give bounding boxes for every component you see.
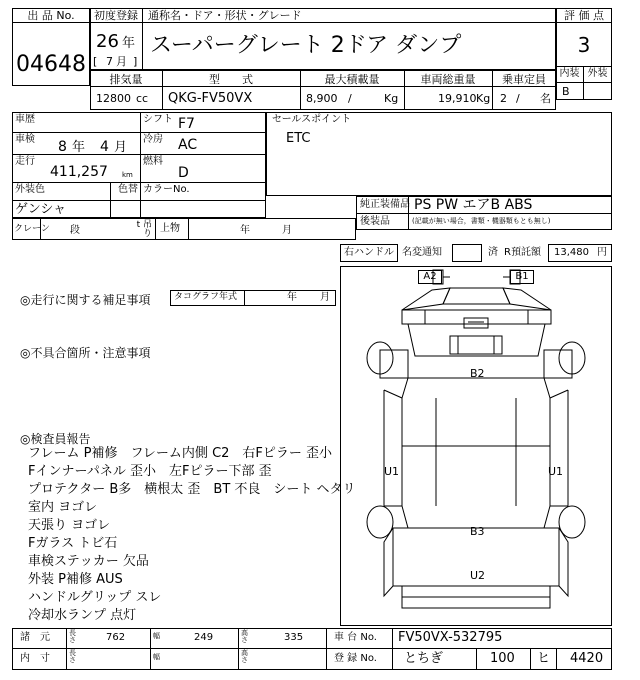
crane-box — [12, 218, 356, 240]
interior-label: 内装 — [559, 68, 580, 79]
reg-area: とちぎ — [404, 651, 444, 666]
reg-month-open: [ — [93, 55, 98, 68]
supplement-heading: ◎走行に関する補足事項 — [20, 293, 151, 307]
dims-width-value: 249 — [194, 632, 214, 643]
sales-point-label: セールスポイント — [272, 114, 352, 125]
displacement-label: 排気量 — [109, 73, 143, 86]
inspection-year: 8 — [58, 139, 67, 155]
tacho-month-suffix: 月 — [320, 292, 330, 303]
capacity-slash: / — [516, 92, 520, 105]
shift-label: シフト — [143, 114, 173, 125]
grade-label: 評 価 点 — [564, 9, 604, 22]
r-expense-label: R預託額 — [504, 247, 541, 258]
max-load-label: 最大積載量 — [324, 73, 380, 86]
std-equipment-label: 純正装備品 — [360, 199, 410, 210]
dims-height-label: 高さ — [241, 629, 248, 644]
exterior-label: 外装 — [587, 68, 608, 79]
chassis-value: FV50VX-532795 — [398, 630, 503, 645]
reg-number: 4420 — [570, 651, 604, 666]
reg-no-label: 登 録 No. — [334, 653, 377, 664]
name-change-box — [452, 244, 482, 262]
ac-label: 冷房 — [143, 134, 163, 145]
inner-label: 内 寸 — [20, 653, 50, 664]
model-label: 型 式 — [209, 73, 253, 86]
crane-hook-label: t 吊り — [136, 220, 152, 239]
dims-width-label: 幅 — [153, 632, 160, 640]
r-expense-unit: 円 — [597, 247, 607, 258]
report-line: 室内 ヨゴレ — [28, 500, 98, 515]
crane-upper-label: 上物 — [160, 223, 180, 234]
ext-color-value: ゲンシャ — [15, 202, 67, 217]
fuel-value: D — [178, 165, 189, 181]
reg-month-suffix: 月 — [116, 55, 127, 68]
capacity-value: 2 — [500, 92, 507, 105]
inner-width-label: 幅 — [153, 653, 160, 661]
report-line: フレーム P補修 フレーム内側 C2 右Fピラー 歪小 — [28, 446, 333, 461]
crane-label: クレーン — [14, 224, 50, 234]
sales-point-value: ETC — [286, 131, 311, 146]
b3-label: B3 — [470, 525, 485, 538]
report-line: Fインナーパネル 歪小 左Fピラー下部 歪 — [28, 464, 272, 479]
crane-year-suffix: 年 — [240, 225, 250, 236]
name-header-label: 通称名・ドア・形状・グレード — [148, 9, 302, 22]
report-line: Fガラス トビ石 — [28, 536, 118, 551]
report-line: 天張り ヨゴレ — [28, 518, 111, 533]
ac-value: AC — [178, 137, 198, 153]
inspection-label: 車検 — [15, 134, 35, 145]
tacho-label: タコグラフ年式 — [174, 292, 238, 302]
dims-box — [12, 628, 612, 670]
dims-length-label: 長さ — [69, 629, 76, 644]
mileage-value: 411,257 — [50, 164, 108, 180]
inner-height-label: 高さ — [241, 649, 248, 664]
interior-grade: B — [562, 85, 570, 98]
reg-class: 100 — [490, 651, 515, 666]
cab-roof — [443, 288, 510, 304]
report-line: 冷却水ランプ 点灯 — [28, 608, 137, 623]
color-no-label: カラーNo. — [143, 184, 190, 195]
tacho-year-suffix: 年 — [287, 292, 297, 303]
first-reg-label: 初度登録 — [94, 9, 138, 22]
mileage-unit: km — [122, 171, 133, 179]
inner-length-label: 長さ — [69, 649, 76, 664]
max-load-value: 8,900 — [306, 92, 338, 105]
displacement-unit: cc — [136, 92, 149, 105]
reg-kana: ヒ — [537, 651, 551, 666]
name-change-label: 名変通知 — [402, 247, 442, 258]
aftermarket-label: 後装品 — [360, 216, 390, 227]
mileage-label: 走行 — [15, 156, 35, 167]
b1-label: B1 — [515, 271, 529, 282]
fuel-label: 燃料 — [143, 156, 163, 167]
dims-height-value: 335 — [284, 632, 304, 643]
ext-color-label: 外装色 — [15, 184, 45, 195]
reg-year: 26 — [96, 31, 119, 52]
u2-label: U2 — [470, 569, 486, 582]
history-label: 車歴 — [15, 114, 35, 125]
u1-left-label: U1 — [384, 465, 400, 478]
inspection-year-suffix: 年 — [72, 140, 86, 155]
gross-weight-label: 車両総重量 — [420, 73, 476, 86]
shift-value: F7 — [178, 116, 195, 132]
inspector-heading: ◎検査員報告 — [20, 432, 91, 446]
max-load-unit: Kg — [384, 92, 399, 105]
name-change-mark: 済 — [488, 247, 498, 258]
right-handle-label: 右ハンドル — [344, 247, 394, 258]
lot-number: 04648 — [16, 52, 86, 77]
report-line: 車検ステッカー 欠品 — [28, 554, 149, 569]
reg-year-suffix: 年 — [122, 36, 136, 51]
crane-month-suffix: 月 — [282, 225, 292, 236]
vehicle-name: スーパーグレート 2ドア ダンプ — [150, 33, 462, 58]
capacity-label: 乗車定員 — [502, 73, 546, 86]
gross-weight-unit: Kg — [476, 92, 491, 105]
defects-heading: ◎不具合箇所・注意事項 — [20, 346, 151, 360]
dims-label: 諸 元 — [20, 632, 50, 643]
inspection-month-suffix: 月 — [114, 140, 128, 155]
report-line: 外装 P補修 AUS — [28, 572, 123, 587]
grade-value: 3 — [577, 33, 591, 57]
inspection-month: 4 — [100, 139, 109, 155]
reg-month: 7 — [106, 55, 113, 68]
capacity-unit: 名 — [540, 92, 551, 105]
color-code-label: 色替 — [118, 184, 138, 195]
gross-weight-value: 19,910 — [438, 92, 477, 105]
reg-month-close: ] — [133, 55, 138, 68]
lot-label: 出 品 No. — [27, 9, 75, 22]
max-load-slash: / — [348, 92, 352, 105]
displacement-value: 12800 — [96, 92, 131, 105]
report-line: ハンドルグリップ スレ — [28, 590, 162, 605]
a2-label: A2 — [423, 271, 437, 282]
model-value: QKG-FV50VX — [168, 91, 253, 106]
u1-right-label: U1 — [548, 465, 564, 478]
r-expense-value: 13,480 — [554, 247, 589, 258]
b2-label: B2 — [470, 367, 485, 380]
report-line: プロテクター B多 横根太 歪 BT 不良 シート ヘタリ — [28, 482, 356, 497]
crane-stage-label: 段 — [70, 225, 80, 236]
chassis-label: 車 台 No. — [334, 632, 377, 643]
aftermarket-note: (記載が無い場合，書類・機器類もとも無し) — [412, 217, 551, 225]
std-equipment-value: PS PW エアB ABS — [414, 197, 533, 213]
dims-length-value: 762 — [106, 632, 126, 643]
